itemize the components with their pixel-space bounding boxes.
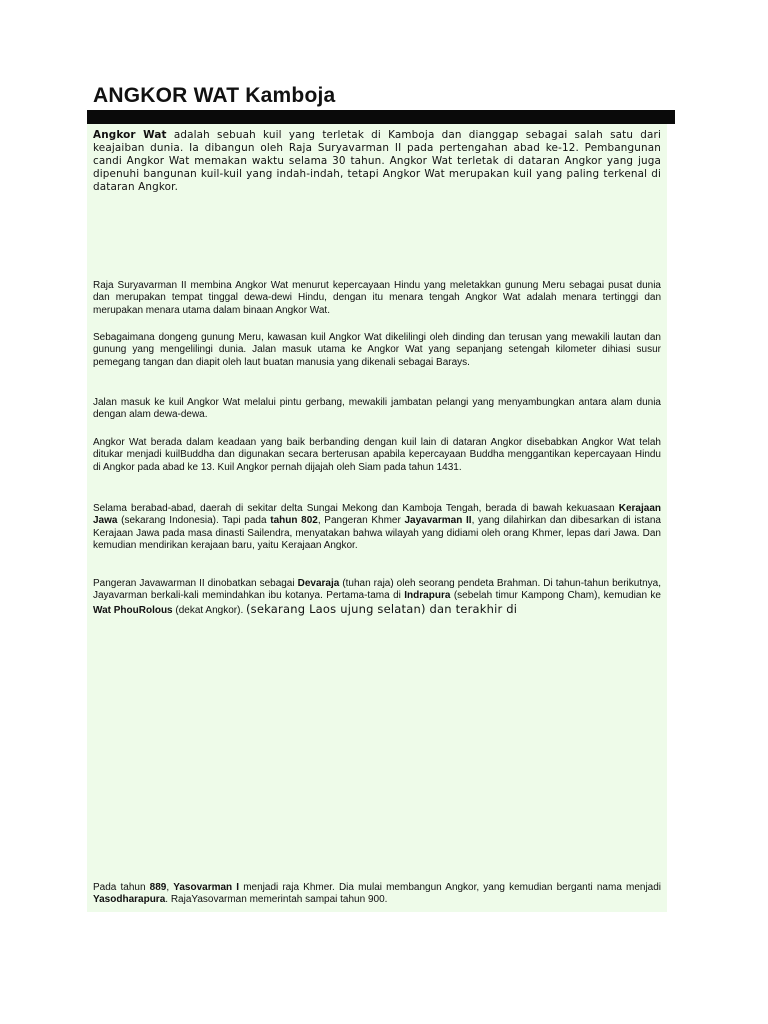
paragraph-4: Jalan masuk ke kuil Angkor Wat melalui pintu gerbang, mewakili jambatan pelangi yang menyambungkan antara alam dunia dengan alam dewa-dewa.	[93, 397, 661, 421]
p8-bold-889: 889	[149, 882, 167, 893]
p7-text-4: (dekat Angkor).	[172, 604, 246, 616]
p6-text-4: , yang dilahirkan dan dibesarkan di istana Kerajaan Jawa pada masa dinasti Sailendra, menyatakan bahwa wilayah yang didiami oleh orang Khmer, lepas dari Jawa. Dan kemudian mendirikan kerajaan baru, yaitu Kerajaan Angkor.	[93, 515, 661, 552]
p8-text-3: menjadi raja Khmer. Dia mulai membangun Angkor, yang kemudian berganti nama menjadi	[239, 882, 662, 893]
p8-text-1: Pada tahun	[93, 882, 150, 893]
title-divider-bar	[87, 110, 675, 124]
paragraph-2: Raja Suryavarman II membina Angkor Wat menurut kepercayaan Hindu yang meletakkan gunung Meru sebagai pusat dunia dan merupakan tempat tinggal dewa-dewi Hindu, dengan itu menara tengah Angkor Wat adalah menara tertinggi dan merupakan menara utama dalam binaan Angkor Wat.	[93, 280, 661, 316]
p6-text-2: (sekarang Indonesia). Tapi pada	[117, 515, 271, 527]
p7-bold-wat-phourolous: Wat PhouRolous	[93, 604, 173, 616]
p7-text-2: (tuhan raja) oleh seorang pendeta Brahman. Di tahun-tahun berikutnya, Jayavarman berkali-kali memindahkan ibu kotanya. Pertama-tama di	[93, 578, 661, 602]
p7-text-5: (sekarang Laos ujung selatan) dan terakhir di	[246, 601, 518, 616]
p6-bold-jayavarman: Jayavarman II	[404, 515, 472, 527]
p6-bold-tahun: tahun 802	[270, 515, 318, 527]
intro-text: adalah sebuah kuil yang terletak di Kamboja dan dianggap sebagai salah satu dari keajaiban dunia. Ia dibangun oleh Raja Suryavarman II pada pertengahan abad ke-12. Pembangunan candi Angkor Wat memakan waktu selama 30 tahun. Angkor Wat terletak di dataran Angkor yang juga dipenuhi bangunan kuil-kuil yang indah-indah, tetapi Angkor Wat merupakan kuil yang paling terkenal di dataran Angkor.	[93, 129, 661, 193]
p7-text-1: Pangeran Javawarman II dinobatkan sebagai	[93, 578, 298, 589]
paragraph-7	[93, 578, 661, 617]
p8-bold-yasodharapura: Yasodharapura	[93, 894, 166, 906]
page-title: ANGKOR WAT Kamboja	[93, 84, 336, 107]
p7-bold-indrapura: Indrapura	[404, 590, 451, 602]
paragraph-6	[93, 503, 661, 553]
paragraph-8	[93, 882, 661, 907]
paragraph-3: Sebagaimana dongeng gunung Meru, kawasan kuil Angkor Wat dikelilingi oleh dinding dan terusan yang mewakili lautan dan gunung yang mengelilingi dunia. Jalan masuk utama ke Angkor Wat yang sepanjang setengah kilometer dihiasi susur pemegang tangan dan diapit oleh laut buatan manusia yang dikenali sebagai Barays.	[93, 332, 661, 368]
intro-paragraph	[93, 129, 661, 194]
article-body	[87, 124, 667, 912]
p6-text-1: Selama berabad-abad, daerah di sekitar delta Sungai Mekong dan Kamboja Tengah, berada di bawah kekuasaan	[93, 503, 619, 514]
p8-bold-yasovarman: Yasovarman I	[173, 882, 240, 893]
p6-text-3: , Pangeran Khmer	[317, 515, 405, 527]
p8-text-2: ,	[166, 882, 174, 893]
paragraph-5: Angkor Wat berada dalam keadaan yang baik berbanding dengan kuil lain di dataran Angkor disebabkan Angkor Wat telah ditukar menjadi kuilBuddha dan digunakan secara berterusan apabila kepercayaan Buddha menggantikan kepercayaan Hindu di Angkor pada abad ke 13. Kuil Angkor pernah dijajah oleh Siam pada tahun 1431.	[93, 437, 661, 473]
p8-text-4: . RajaYasovarman memerintah sampai tahun 900.	[165, 894, 388, 906]
p6-bold-kerajaan-jawa: Kerajaan Jawa	[93, 503, 661, 527]
p7-text-3: (sebelah timur Kampong Cham), kemudian ke	[450, 590, 661, 602]
p7-bold-devaraja: Devaraja	[297, 578, 340, 589]
intro-bold: Angkor Wat	[93, 129, 167, 141]
